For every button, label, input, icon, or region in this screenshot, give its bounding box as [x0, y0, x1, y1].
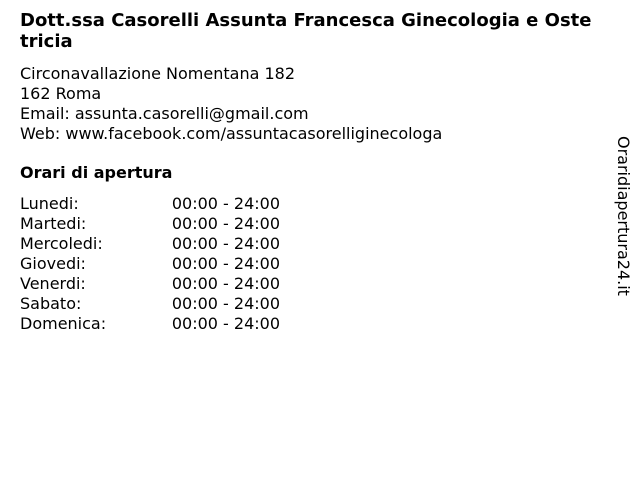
day-label: Venerdi:	[20, 274, 86, 293]
day-label: Martedi:	[20, 214, 87, 233]
watermark-text: Oraridiapertura24.it	[614, 136, 633, 296]
business-title: Dott.ssa Casorelli Assunta Francesca Ginecologia e Ostetricia	[20, 10, 592, 52]
time-range: 00:00 - 24:00	[171, 274, 280, 293]
hours-row-giovedi	[20, 254, 280, 274]
day-label: Mercoledi:	[20, 234, 103, 253]
hours-row-lunedi	[20, 194, 280, 214]
time-range: 00:00 - 24:00	[171, 254, 280, 273]
opening-hours-heading: Orari di apertura	[20, 163, 173, 182]
hours-row-martedi	[20, 214, 280, 234]
email-line: Email: assunta.casorelli@gmail.com	[20, 104, 309, 123]
day-label: Giovedi:	[20, 254, 86, 273]
day-label: Domenica:	[20, 314, 107, 333]
day-label: Lunedi:	[20, 194, 79, 213]
address-city: 162 Roma	[20, 84, 102, 103]
address-street: Circonavallazione Nomentana 182	[20, 64, 296, 83]
hours-row-sabato	[20, 294, 280, 314]
opening-hours-table	[20, 194, 280, 334]
time-range: 00:00 - 24:00	[171, 214, 280, 233]
hours-row-venerdi	[20, 274, 280, 294]
day-label: Sabato:	[20, 294, 82, 313]
hours-row-domenica	[20, 314, 280, 334]
web-line: Web: www.facebook.com/assuntacasorelliginecologa	[20, 124, 443, 143]
time-range: 00:00 - 24:00	[171, 294, 280, 313]
site-watermark	[613, 136, 633, 316]
contact-block	[20, 64, 442, 144]
time-range: 00:00 - 24:00	[171, 234, 280, 253]
time-range: 00:00 - 24:00	[171, 194, 280, 213]
hours-row-mercoledi	[20, 234, 280, 254]
time-range: 00:00 - 24:00	[171, 314, 280, 333]
